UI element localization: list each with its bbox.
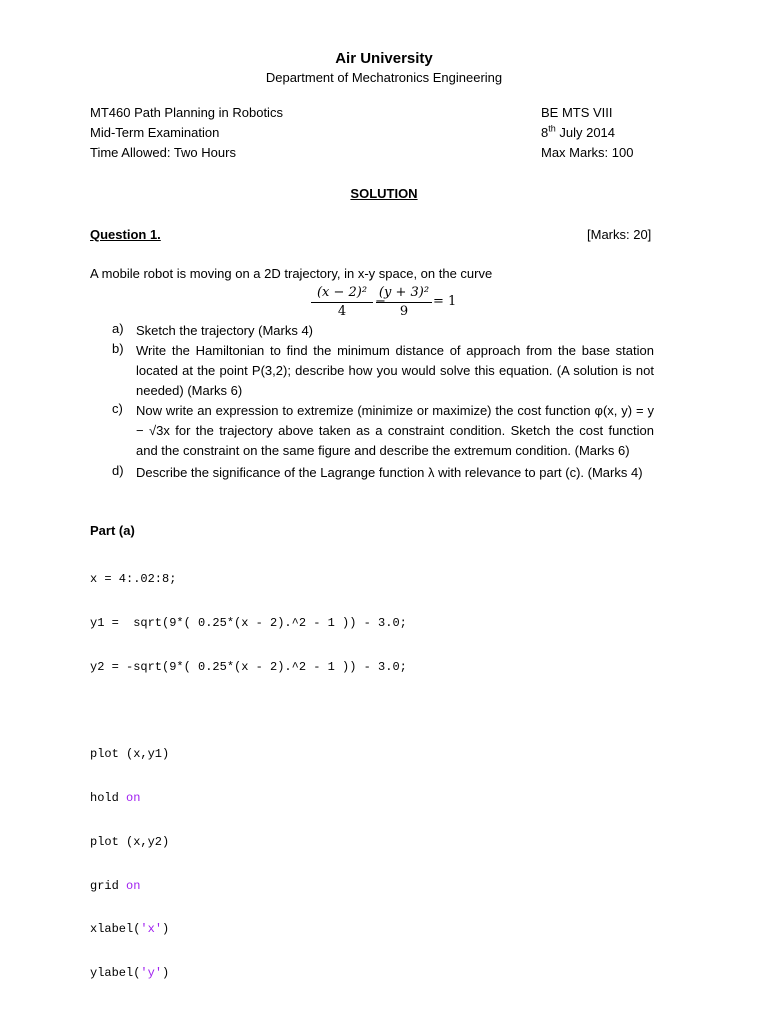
code-keyword: on bbox=[126, 791, 141, 806]
fraction-2 bbox=[376, 285, 432, 320]
code-line: hold on bbox=[90, 791, 141, 806]
code-line: xlabel('x') bbox=[90, 922, 170, 937]
code-line: y1 = sqrt(9*( 0.25*(x - 2).^2 - 1 )) - 3.0; bbox=[90, 615, 407, 630]
item-text: Now write an expression to extremize (minimize or maximize) the cost function φ(x, y) = y − √3x for the trajectory above taken as a constraint condition. Sketch the cost function and the constraint on the same figure and describe the extremum condition. (Marks 6) bbox=[136, 403, 654, 458]
item-text: Describe the significance of the Lagrange function λ with relevance to part (c). (Marks 4) bbox=[136, 465, 643, 480]
code-line: x = 4:.02:8; bbox=[90, 572, 177, 587]
equation-minus: − bbox=[375, 294, 386, 309]
code-line: ylabel('y') bbox=[90, 966, 170, 981]
fraction-2-denominator: 9 bbox=[399, 304, 409, 319]
date-rest: July 2014 bbox=[555, 125, 616, 140]
equation-rhs: = 1 bbox=[433, 294, 457, 309]
exam-type: Mid-Term Examination bbox=[90, 125, 220, 140]
question-item-a bbox=[112, 321, 652, 341]
code-line: grid on bbox=[90, 878, 141, 893]
item-label: c) bbox=[112, 401, 123, 416]
code-line: plot (x,y1) bbox=[90, 747, 170, 762]
question-item-c bbox=[112, 401, 652, 461]
item-text: Write the Hamiltonian to find the minimum distance of approach from the base station located at the point P(3,2); describe how you would solve this equation. (A solution is not needed) (Marks 6) bbox=[136, 343, 654, 398]
date-day: 8 bbox=[541, 125, 549, 140]
code-line bbox=[90, 704, 407, 719]
question-item-d bbox=[112, 463, 652, 483]
exam-date bbox=[541, 125, 615, 140]
code-line: y2 = -sqrt(9*( 0.25*(x - 2).^2 - 1 )) - 3.0; bbox=[90, 659, 407, 674]
solution-heading: SOLUTION bbox=[350, 186, 418, 201]
fraction-1-numerator: (x − 2)² bbox=[316, 285, 368, 300]
university-title: Air University bbox=[335, 50, 433, 67]
item-label: b) bbox=[112, 341, 124, 356]
question-marks: [Marks: 20] bbox=[587, 227, 652, 242]
fraction-2-numerator: (y + 3)² bbox=[378, 285, 430, 300]
item-label: a) bbox=[112, 321, 124, 336]
department-name: Department of Mechatronics Engineering bbox=[265, 70, 503, 85]
item-text: Sketch the trajectory (Marks 4) bbox=[136, 323, 313, 338]
code-line: plot (x,y2) bbox=[90, 834, 170, 849]
program-name: BE MTS VIII bbox=[541, 105, 613, 120]
time-allowed: Time Allowed: Two Hours bbox=[90, 145, 236, 160]
code-string: 'y' bbox=[140, 966, 163, 981]
date-suffix: th bbox=[548, 123, 556, 134]
question-item-b bbox=[112, 341, 652, 401]
item-label: d) bbox=[112, 463, 124, 478]
code-string: 'x' bbox=[140, 922, 163, 937]
code-keyword: on bbox=[126, 878, 141, 893]
max-marks: Max Marks: 100 bbox=[541, 145, 634, 160]
part-a-title: Part (a) bbox=[90, 523, 135, 538]
course-name: MT460 Path Planning in Robotics bbox=[90, 105, 283, 120]
question-title: Question 1. bbox=[90, 227, 161, 242]
matlab-code-block bbox=[90, 543, 407, 1010]
question-intro: A mobile robot is moving on a 2D trajectory, in x-y space, on the curve bbox=[90, 266, 493, 281]
fraction-1-denominator: 4 bbox=[337, 304, 347, 319]
fraction-1 bbox=[311, 285, 373, 320]
